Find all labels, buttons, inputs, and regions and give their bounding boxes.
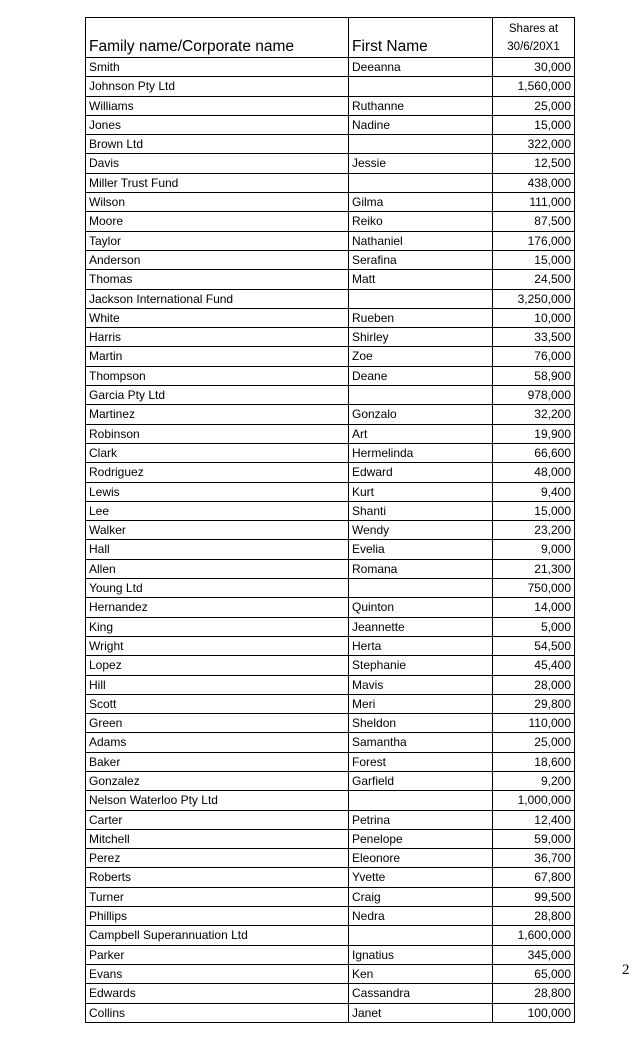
table-row xyxy=(86,791,575,810)
cell-shares: 76,000 xyxy=(493,347,575,366)
cell-shares: 25,000 xyxy=(493,96,575,115)
cell-shares: 87,500 xyxy=(493,212,575,231)
table-row xyxy=(86,115,575,134)
table-row xyxy=(86,907,575,926)
table-row xyxy=(86,212,575,231)
table-row xyxy=(86,154,575,173)
table-row xyxy=(86,347,575,366)
table-row xyxy=(86,984,575,1003)
table-row xyxy=(86,135,575,154)
cell-shares: 322,000 xyxy=(493,135,575,154)
cell-family-name: Robinson xyxy=(86,424,349,443)
cell-first-name xyxy=(349,386,493,405)
cell-first-name: Sheldon xyxy=(349,714,493,733)
cell-family-name: Carter xyxy=(86,810,349,829)
cell-shares: 23,200 xyxy=(493,521,575,540)
header-shares-line2: 30/6/20X1 xyxy=(507,41,560,53)
cell-shares: 15,000 xyxy=(493,115,575,134)
cell-family-name: Gonzalez xyxy=(86,771,349,790)
table-row xyxy=(86,636,575,655)
table-row xyxy=(86,810,575,829)
cell-first-name xyxy=(349,579,493,598)
cell-shares: 45,400 xyxy=(493,656,575,675)
table-row xyxy=(86,289,575,308)
table-row xyxy=(86,752,575,771)
table-row xyxy=(86,733,575,752)
cell-family-name: Young Ltd xyxy=(86,579,349,598)
cell-first-name xyxy=(349,77,493,96)
cell-family-name: Rodriguez xyxy=(86,463,349,482)
cell-first-name: Yvette xyxy=(349,868,493,887)
header-row xyxy=(86,18,575,58)
cell-first-name: Mavis xyxy=(349,675,493,694)
cell-shares: 9,400 xyxy=(493,482,575,501)
cell-family-name: Hall xyxy=(86,540,349,559)
cell-first-name: Deane xyxy=(349,366,493,385)
table-row xyxy=(86,926,575,945)
table-row xyxy=(86,231,575,250)
cell-shares: 33,500 xyxy=(493,328,575,347)
cell-shares: 28,000 xyxy=(493,675,575,694)
cell-family-name: Allen xyxy=(86,559,349,578)
cell-family-name: Jackson International Fund xyxy=(86,289,349,308)
cell-family-name: Wilson xyxy=(86,193,349,212)
cell-shares: 345,000 xyxy=(493,945,575,964)
header-first-name: First Name xyxy=(349,18,493,58)
cell-first-name: Art xyxy=(349,424,493,443)
table-row xyxy=(86,443,575,462)
cell-family-name: Hernandez xyxy=(86,598,349,617)
cell-first-name: Eleonore xyxy=(349,849,493,868)
cell-shares: 66,600 xyxy=(493,443,575,462)
cell-shares: 750,000 xyxy=(493,579,575,598)
table-row xyxy=(86,829,575,848)
cell-shares: 111,000 xyxy=(493,193,575,212)
shareholder-register-table xyxy=(85,17,575,1023)
cell-family-name: Martinez xyxy=(86,405,349,424)
table-row xyxy=(86,328,575,347)
cell-family-name: Thompson xyxy=(86,366,349,385)
table-row xyxy=(86,424,575,443)
cell-first-name: Forest xyxy=(349,752,493,771)
cell-shares: 978,000 xyxy=(493,386,575,405)
cell-first-name: Kurt xyxy=(349,482,493,501)
cell-family-name: Campbell Superannuation Ltd xyxy=(86,926,349,945)
cell-shares: 59,000 xyxy=(493,829,575,848)
page-number: 2 xyxy=(622,962,630,978)
table-row xyxy=(86,714,575,733)
cell-first-name: Jeannette xyxy=(349,617,493,636)
cell-first-name: Shanti xyxy=(349,501,493,520)
cell-first-name xyxy=(349,135,493,154)
cell-first-name: Craig xyxy=(349,887,493,906)
cell-family-name: Williams xyxy=(86,96,349,115)
cell-first-name: Quinton xyxy=(349,598,493,617)
cell-family-name: Walker xyxy=(86,521,349,540)
cell-shares: 32,200 xyxy=(493,405,575,424)
cell-shares: 9,000 xyxy=(493,540,575,559)
cell-family-name: Jones xyxy=(86,115,349,134)
cell-family-name: Turner xyxy=(86,887,349,906)
cell-shares: 14,000 xyxy=(493,598,575,617)
cell-shares: 110,000 xyxy=(493,714,575,733)
cell-shares: 9,200 xyxy=(493,771,575,790)
header-shares xyxy=(493,18,575,58)
cell-family-name: Mitchell xyxy=(86,829,349,848)
cell-family-name: Hill xyxy=(86,675,349,694)
cell-first-name: Gonzalo xyxy=(349,405,493,424)
table-row xyxy=(86,521,575,540)
table-row xyxy=(86,270,575,289)
table-row xyxy=(86,887,575,906)
cell-first-name: Meri xyxy=(349,694,493,713)
cell-first-name: Evelia xyxy=(349,540,493,559)
table-row xyxy=(86,366,575,385)
cell-family-name: Lopez xyxy=(86,656,349,675)
table-row xyxy=(86,482,575,501)
cell-first-name: Nedra xyxy=(349,907,493,926)
cell-family-name: Green xyxy=(86,714,349,733)
header-shares-line1: Shares at xyxy=(508,23,559,35)
cell-first-name: Samantha xyxy=(349,733,493,752)
table-row xyxy=(86,579,575,598)
table-row xyxy=(86,771,575,790)
cell-family-name: Parker xyxy=(86,945,349,964)
cell-shares: 15,000 xyxy=(493,501,575,520)
cell-shares: 30,000 xyxy=(493,58,575,77)
cell-shares: 28,800 xyxy=(493,984,575,1003)
cell-family-name: Garcia Pty Ltd xyxy=(86,386,349,405)
cell-first-name xyxy=(349,173,493,192)
cell-family-name: Nelson Waterloo Pty Ltd xyxy=(86,791,349,810)
cell-first-name xyxy=(349,791,493,810)
table-row xyxy=(86,463,575,482)
cell-shares: 29,800 xyxy=(493,694,575,713)
cell-first-name: Reiko xyxy=(349,212,493,231)
cell-family-name: Martin xyxy=(86,347,349,366)
cell-first-name: Jessie xyxy=(349,154,493,173)
cell-first-name: Ruthanne xyxy=(349,96,493,115)
cell-family-name: Evans xyxy=(86,964,349,983)
cell-shares: 65,000 xyxy=(493,964,575,983)
cell-family-name: White xyxy=(86,308,349,327)
table-row xyxy=(86,559,575,578)
table-row xyxy=(86,193,575,212)
header-family-name: Family name/Corporate name xyxy=(86,18,349,58)
cell-first-name: Shirley xyxy=(349,328,493,347)
cell-shares: 54,500 xyxy=(493,636,575,655)
cell-family-name: Miller Trust Fund xyxy=(86,173,349,192)
cell-shares: 19,900 xyxy=(493,424,575,443)
cell-family-name: Lee xyxy=(86,501,349,520)
cell-first-name: Romana xyxy=(349,559,493,578)
cell-first-name: Janet xyxy=(349,1003,493,1022)
cell-shares: 15,000 xyxy=(493,250,575,269)
cell-family-name: Adams xyxy=(86,733,349,752)
cell-family-name: King xyxy=(86,617,349,636)
cell-first-name: Serafina xyxy=(349,250,493,269)
cell-first-name: Stephanie xyxy=(349,656,493,675)
cell-first-name: Rueben xyxy=(349,308,493,327)
cell-shares: 48,000 xyxy=(493,463,575,482)
cell-family-name: Collins xyxy=(86,1003,349,1022)
table-row xyxy=(86,501,575,520)
cell-first-name: Ignatius xyxy=(349,945,493,964)
cell-shares: 1,560,000 xyxy=(493,77,575,96)
table-row xyxy=(86,386,575,405)
cell-family-name: Phillips xyxy=(86,907,349,926)
cell-first-name: Wendy xyxy=(349,521,493,540)
cell-first-name: Herta xyxy=(349,636,493,655)
cell-shares: 5,000 xyxy=(493,617,575,636)
table-row xyxy=(86,173,575,192)
table-row xyxy=(86,77,575,96)
cell-shares: 67,800 xyxy=(493,868,575,887)
cell-family-name: Taylor xyxy=(86,231,349,250)
cell-shares: 36,700 xyxy=(493,849,575,868)
cell-family-name: Scott xyxy=(86,694,349,713)
cell-first-name xyxy=(349,926,493,945)
table-row xyxy=(86,405,575,424)
cell-family-name: Thomas xyxy=(86,270,349,289)
cell-shares: 10,000 xyxy=(493,308,575,327)
table-row xyxy=(86,540,575,559)
cell-shares: 1,000,000 xyxy=(493,791,575,810)
cell-first-name: Cassandra xyxy=(349,984,493,1003)
cell-family-name: Lewis xyxy=(86,482,349,501)
cell-first-name: Garfield xyxy=(349,771,493,790)
cell-shares: 28,800 xyxy=(493,907,575,926)
table-row xyxy=(86,617,575,636)
table-row xyxy=(86,250,575,269)
cell-family-name: Wright xyxy=(86,636,349,655)
cell-family-name: Perez xyxy=(86,849,349,868)
cell-family-name: Edwards xyxy=(86,984,349,1003)
cell-shares: 1,600,000 xyxy=(493,926,575,945)
cell-first-name: Penelope xyxy=(349,829,493,848)
cell-shares: 99,500 xyxy=(493,887,575,906)
cell-first-name: Zoe xyxy=(349,347,493,366)
table-row xyxy=(86,849,575,868)
cell-shares: 24,500 xyxy=(493,270,575,289)
table-row xyxy=(86,58,575,77)
cell-family-name: Harris xyxy=(86,328,349,347)
cell-shares: 438,000 xyxy=(493,173,575,192)
cell-family-name: Baker xyxy=(86,752,349,771)
cell-shares: 12,500 xyxy=(493,154,575,173)
cell-shares: 18,600 xyxy=(493,752,575,771)
cell-first-name: Matt xyxy=(349,270,493,289)
cell-first-name: Gilma xyxy=(349,193,493,212)
table-row xyxy=(86,964,575,983)
cell-family-name: Roberts xyxy=(86,868,349,887)
table-row xyxy=(86,945,575,964)
cell-shares: 100,000 xyxy=(493,1003,575,1022)
cell-family-name: Smith xyxy=(86,58,349,77)
cell-shares: 58,900 xyxy=(493,366,575,385)
cell-first-name: Nathaniel xyxy=(349,231,493,250)
cell-family-name: Brown Ltd xyxy=(86,135,349,154)
table-row xyxy=(86,675,575,694)
table-row xyxy=(86,598,575,617)
table-row xyxy=(86,868,575,887)
cell-family-name: Clark xyxy=(86,443,349,462)
cell-first-name: Nadine xyxy=(349,115,493,134)
cell-first-name: Deeanna xyxy=(349,58,493,77)
cell-family-name: Davis xyxy=(86,154,349,173)
cell-shares: 3,250,000 xyxy=(493,289,575,308)
table-row xyxy=(86,656,575,675)
cell-shares: 176,000 xyxy=(493,231,575,250)
cell-shares: 21,300 xyxy=(493,559,575,578)
cell-first-name: Edward xyxy=(349,463,493,482)
table-row xyxy=(86,694,575,713)
cell-first-name: Hermelinda xyxy=(349,443,493,462)
cell-family-name: Anderson xyxy=(86,250,349,269)
table-row xyxy=(86,308,575,327)
cell-first-name: Ken xyxy=(349,964,493,983)
cell-family-name: Johnson Pty Ltd xyxy=(86,77,349,96)
table-row xyxy=(86,96,575,115)
cell-first-name xyxy=(349,289,493,308)
cell-family-name: Moore xyxy=(86,212,349,231)
cell-first-name: Petrina xyxy=(349,810,493,829)
table-row xyxy=(86,1003,575,1022)
cell-shares: 25,000 xyxy=(493,733,575,752)
cell-shares: 12,400 xyxy=(493,810,575,829)
